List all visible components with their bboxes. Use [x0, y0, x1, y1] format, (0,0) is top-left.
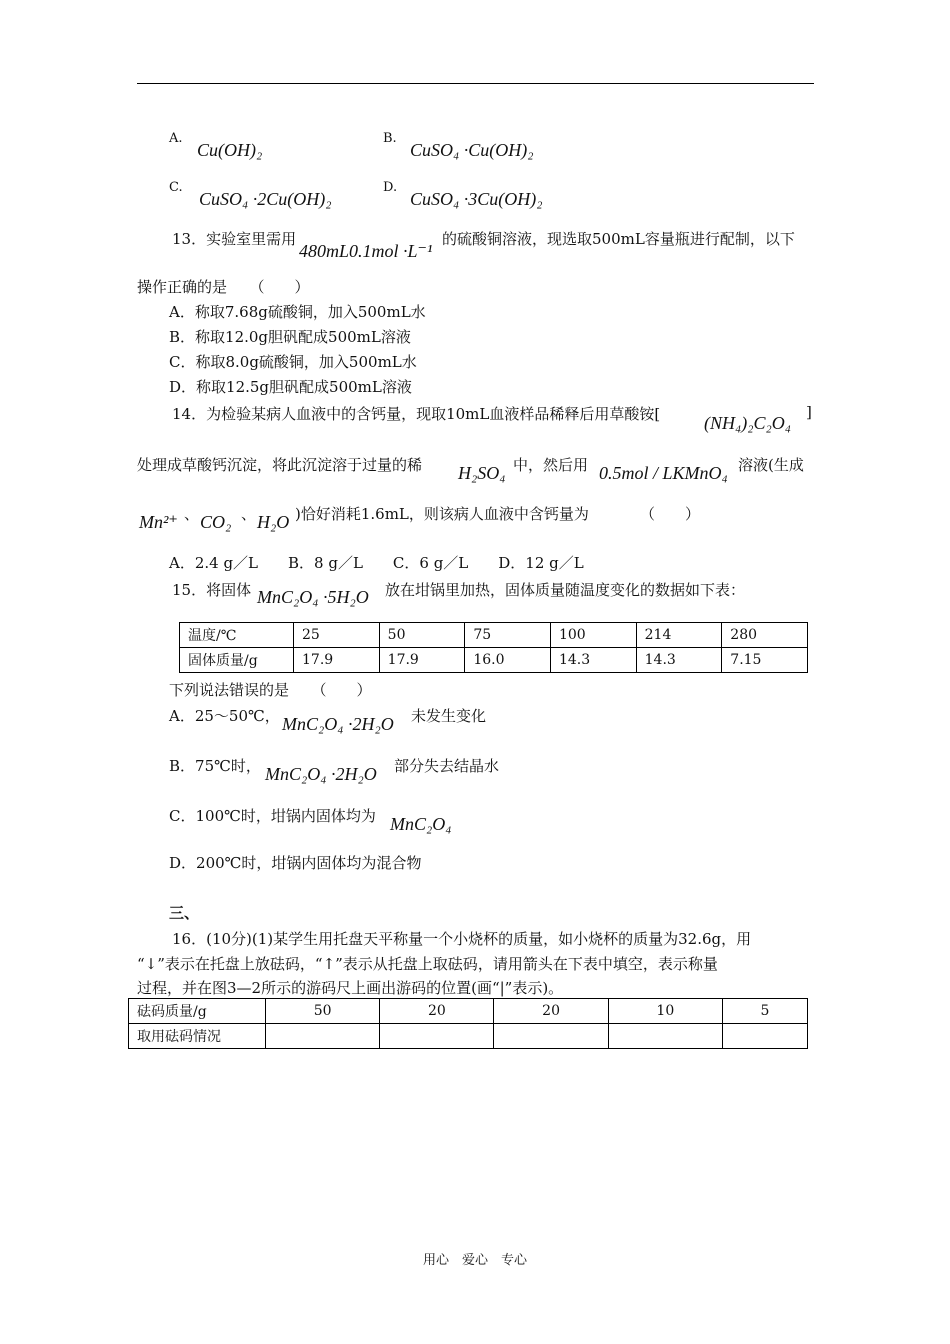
- q15-option-d: D．200℃时，坩锅内固体均为混合物: [169, 854, 422, 872]
- table-cell: 25: [294, 623, 380, 648]
- page-footer: 用心 爱心 专心: [422, 1253, 527, 1268]
- table-cell: 280: [722, 623, 808, 648]
- q14-formula-kmno4: 0.5mol / LKMnO₄: [599, 463, 728, 483]
- q12-option-a-label: A.: [169, 131, 183, 146]
- q15-prompt: 下列说法错误的是 （ ）: [169, 681, 372, 699]
- q14-text-5: )恰好消耗1.6mL，则该病人血液中含钙量为: [295, 505, 589, 523]
- q14-formula-mn: Mn²⁺: [139, 512, 178, 532]
- q13-option-a: A．称取7.68g硫酸铜，加入500mL水: [169, 303, 426, 321]
- q12-option-a-formula: Cu(OH)₂: [197, 140, 263, 160]
- answer-cell[interactable]: [494, 1024, 608, 1049]
- q15-option-a-formula: MnC₂O₄ ·2H₂O: [282, 714, 394, 734]
- section-3-heading: 三、: [169, 904, 200, 922]
- q14-sep-1: 、: [184, 505, 200, 523]
- table-row: [180, 623, 808, 648]
- q12-option-c-formula: CuSO₄ ·2Cu(OH)₂: [199, 189, 332, 209]
- q14-text-4: 溶液(生成: [738, 456, 804, 474]
- table-cell: 214: [636, 623, 722, 648]
- q14-formula-ammonium-oxalate: (NH₄)₂C₂O₄: [704, 413, 792, 433]
- table-row: [180, 648, 808, 673]
- table-cell: 固体质量/g: [180, 648, 294, 673]
- q14-text-3: 中，然后用: [513, 456, 589, 474]
- q12-option-c-label: C.: [169, 180, 183, 195]
- table-cell: 14.3: [636, 648, 722, 673]
- answer-cell[interactable]: [266, 1024, 380, 1049]
- q15-option-a-pre: A．25～50℃，: [169, 707, 280, 725]
- q14-text-2: 处理成草酸钙沉淀，将此沉淀溶于过量的稀: [137, 456, 423, 474]
- table-cell: 温度/℃: [180, 623, 294, 648]
- q15-option-c-formula: MnC₂O₄: [390, 814, 452, 834]
- q14-sep-2: 、: [241, 505, 257, 523]
- q13-text-2: 的硫酸铜溶液，现选取500mL容量瓶进行配制，以下: [442, 230, 795, 248]
- answer-cell[interactable]: [608, 1024, 722, 1049]
- table-cell: 50: [266, 999, 380, 1024]
- table-cell: 20: [380, 999, 494, 1024]
- q12-option-b-formula: CuSO₄ ·Cu(OH)₂: [410, 140, 534, 160]
- table-cell: 100: [550, 623, 636, 648]
- q14-answer-paren: （ ）: [640, 505, 701, 523]
- q12-option-d-label: D.: [383, 180, 398, 195]
- q14-options: A．2.4 g／L B．8 g／L C．6 g／L D．12 g／L: [169, 554, 584, 572]
- q14-bracket-close: ]: [806, 403, 812, 421]
- q16-line-1: 16．(10分)(1)某学生用托盘天平称量一个小烧杯的质量，如小烧杯的质量为32.6g，用: [172, 930, 752, 948]
- answer-cell[interactable]: [722, 1024, 807, 1049]
- q16-line-2: “↓”表示在托盘上放砝码，“↑”表示从托盘上取砝码，请用箭头在下表中填空，表示称量: [137, 955, 718, 973]
- table-row: [129, 1024, 808, 1049]
- q15-text-1: 15．将固体: [172, 581, 252, 599]
- q13-option-b: B．称取12.0g胆矾配成500mL溶液: [169, 328, 411, 346]
- q14-formula-h2o: H₂O: [257, 512, 290, 532]
- table-cell: 砝码质量/g: [129, 999, 266, 1024]
- table-cell: 20: [494, 999, 608, 1024]
- table-cell: 10: [608, 999, 722, 1024]
- q12-option-d-formula: CuSO₄ ·3Cu(OH)₂: [410, 189, 543, 209]
- q14-formula-co2: CO₂: [200, 512, 232, 532]
- q13-text-3: 操作正确的是 （ ）: [137, 278, 310, 296]
- table-cell: 取用砝码情况: [129, 1024, 266, 1049]
- table-row: [129, 999, 808, 1024]
- table-cell: 75: [465, 623, 551, 648]
- q16-line-3: 过程，并在图3—2所示的游码尺上画出游码的位置(画“|”表示)。: [137, 979, 564, 997]
- table-cell: 16.0: [465, 648, 551, 673]
- q15-option-b-formula: MnC₂O₄ ·2H₂O: [265, 764, 377, 784]
- q13-option-c: C．称取8.0g硫酸铜，加入500mL水: [169, 353, 417, 371]
- q15-text-2: 放在坩锅里加热，固体质量随温度变化的数据如下表：: [385, 581, 746, 599]
- q15-data-table: [179, 622, 808, 673]
- table-cell: 17.9: [294, 648, 380, 673]
- q16-weights-table: [128, 998, 808, 1049]
- table-cell: 17.9: [379, 648, 465, 673]
- q13-formula: 480mL0.1mol ·L⁻¹: [299, 241, 433, 261]
- q15-option-b-pre: B．75℃时，: [169, 757, 261, 775]
- q14-text-1: 14．为检验某病人血液中的含钙量，现取10mL血液样品稀释后用草酸铵[: [172, 405, 661, 423]
- answer-cell[interactable]: [380, 1024, 494, 1049]
- q14-formula-sulfuric-acid: H₂SO₄: [458, 463, 506, 483]
- q15-option-b-post: 部分失去结晶水: [394, 757, 500, 775]
- q13-text-1: 13．实验室里需用: [172, 230, 297, 248]
- q12-option-b-label: B.: [383, 131, 397, 146]
- table-cell: 14.3: [550, 648, 636, 673]
- q13-option-d: D．称取12.5g胆矾配成500mL溶液: [169, 378, 412, 396]
- table-cell: 50: [379, 623, 465, 648]
- header-rule: [137, 83, 814, 84]
- table-cell: 7.15: [722, 648, 808, 673]
- q15-option-c-pre: C．100℃时，坩锅内固体均为: [169, 807, 376, 825]
- q15-formula: MnC₂O₄ ·5H₂O: [257, 587, 369, 607]
- table-cell: 5: [722, 999, 807, 1024]
- q15-option-a-post: 未发生变化: [411, 707, 487, 725]
